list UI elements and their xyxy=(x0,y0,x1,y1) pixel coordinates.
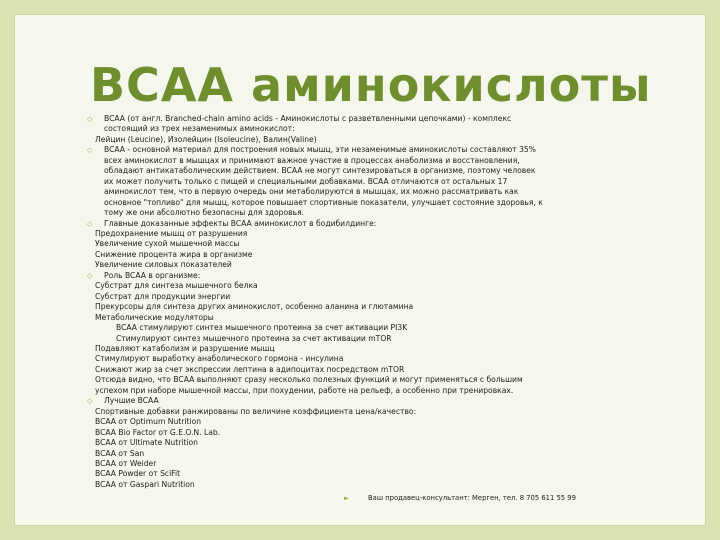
footer-contact: Ваш продавец-консультант: Мерген, тел. 8 705 611 55 99 xyxy=(368,494,576,502)
slide-body xyxy=(87,114,655,490)
text-line: их может получить только с пищей и специальными добавками. BCAA отличаются от остальных 17 xyxy=(104,176,508,186)
list-item: BCAA от Ultimate Nutrition xyxy=(95,438,198,448)
diamond-bullet-icon: ◇ xyxy=(87,146,93,155)
arrow-bullet-icon: ► xyxy=(344,494,349,502)
text-line: Подавляют катаболизм и разрушение мышц xyxy=(95,343,275,353)
text-line: обладают антикатаболическим действием. BCAA не могут синтезироваться в организме, поэтому человек xyxy=(104,166,536,176)
list-item: BCAA от San xyxy=(95,448,145,458)
list-item: BCAA Bio Factor от G.E.O.N. Lab. xyxy=(95,427,221,437)
diamond-bullet-icon: ◇ xyxy=(87,115,93,123)
text-line: Субстрат для продукции энергии xyxy=(95,291,231,301)
text-line: ◇ BCAA - основной материал для построения новых мышц, эти незаменимые аминокислоты составляют 35% xyxy=(87,145,536,155)
text-line: основное "топливо" для мышц, которое повышает спортивные показатели, улучшает состояние здоровья, к xyxy=(104,197,543,207)
text-line: Увеличение силовых показателей xyxy=(95,260,232,270)
text-line: Увеличение сухой мышечной массы xyxy=(95,239,240,249)
text-line: ◇ BCAA (от англ. Branched-chain amino acids - Аминокислоты с разветвленными цепочками) - комплекс xyxy=(87,114,512,123)
text-line: всех аминокислот в мышцах и принимают важное участие в процессах анаболизма и восстановления, xyxy=(104,155,520,165)
list-item: BCAA от Optimum Nutrition xyxy=(95,417,202,427)
list-item: BCAA Powder от SciFit xyxy=(95,469,181,479)
text-line: Стимулируют синтез мышечного протеина за счет активации mTOR xyxy=(116,333,392,343)
list-item: BCAA от Gaspari Nutrition xyxy=(95,479,195,489)
text-line: Метаболические модуляторы xyxy=(95,312,214,322)
text-line: Снижение процента жира в организме xyxy=(95,249,253,259)
text-line: BCAA стимулируют синтез мышечного протеина за счет активации PI3K xyxy=(116,323,408,333)
text-line: Лейцин (Leucine), Изолейцин (Isoleucine), Валин(Valine) xyxy=(95,134,317,144)
text-line: ◇ Главные доказанные эффекты BCAA аминокислот в бодибилдинге: xyxy=(87,218,377,228)
text-line: Спортивные добавки ранжированы по величине коэффициента цена/качество: xyxy=(95,406,417,416)
slide-title: BCAA аминокислоты xyxy=(90,58,652,112)
diamond-bullet-icon: ◇ xyxy=(87,397,93,406)
text-line: успехом при наборе мышечной массы, при похудении, работе на рельеф, а особенно при тренировках. xyxy=(95,385,514,395)
text-line: аминокислот тем, что в первую очередь они метаболируются в мышцах, их можно рассматривать как xyxy=(104,187,519,197)
text-line: Стимулируют выработку анаболического гормона - инсулина xyxy=(95,354,344,364)
text-line: Прекурсоры для синтеза других аминокислот, особенно аланина и глютамина xyxy=(95,302,414,312)
diamond-bullet-icon: ◇ xyxy=(87,271,93,280)
text-line: ◇ Лучшие BCAA xyxy=(87,396,159,406)
text-line: состоящий из трех незаменимых аминокислот: xyxy=(104,124,295,134)
list-item: BCAA от Weider xyxy=(95,458,157,468)
text-line: Субстрат для синтеза мышечного белка xyxy=(95,281,258,291)
text-line: Предохранение мышц от разрушения xyxy=(95,228,248,238)
diamond-bullet-icon: ◇ xyxy=(87,219,93,228)
text-line: Снижают жир за счет экспрессии лептина в адипоцитах посредством mTOR xyxy=(95,364,405,374)
text-line: тому же они абсолютно безопасны для здоровья. xyxy=(104,208,305,218)
text-line: ◇ Роль BCAA в организме: xyxy=(87,270,201,280)
text-line: Отсюда видно, что BCAA выполняют сразу несколько полезных функций и могут применяться с большим xyxy=(95,375,523,385)
